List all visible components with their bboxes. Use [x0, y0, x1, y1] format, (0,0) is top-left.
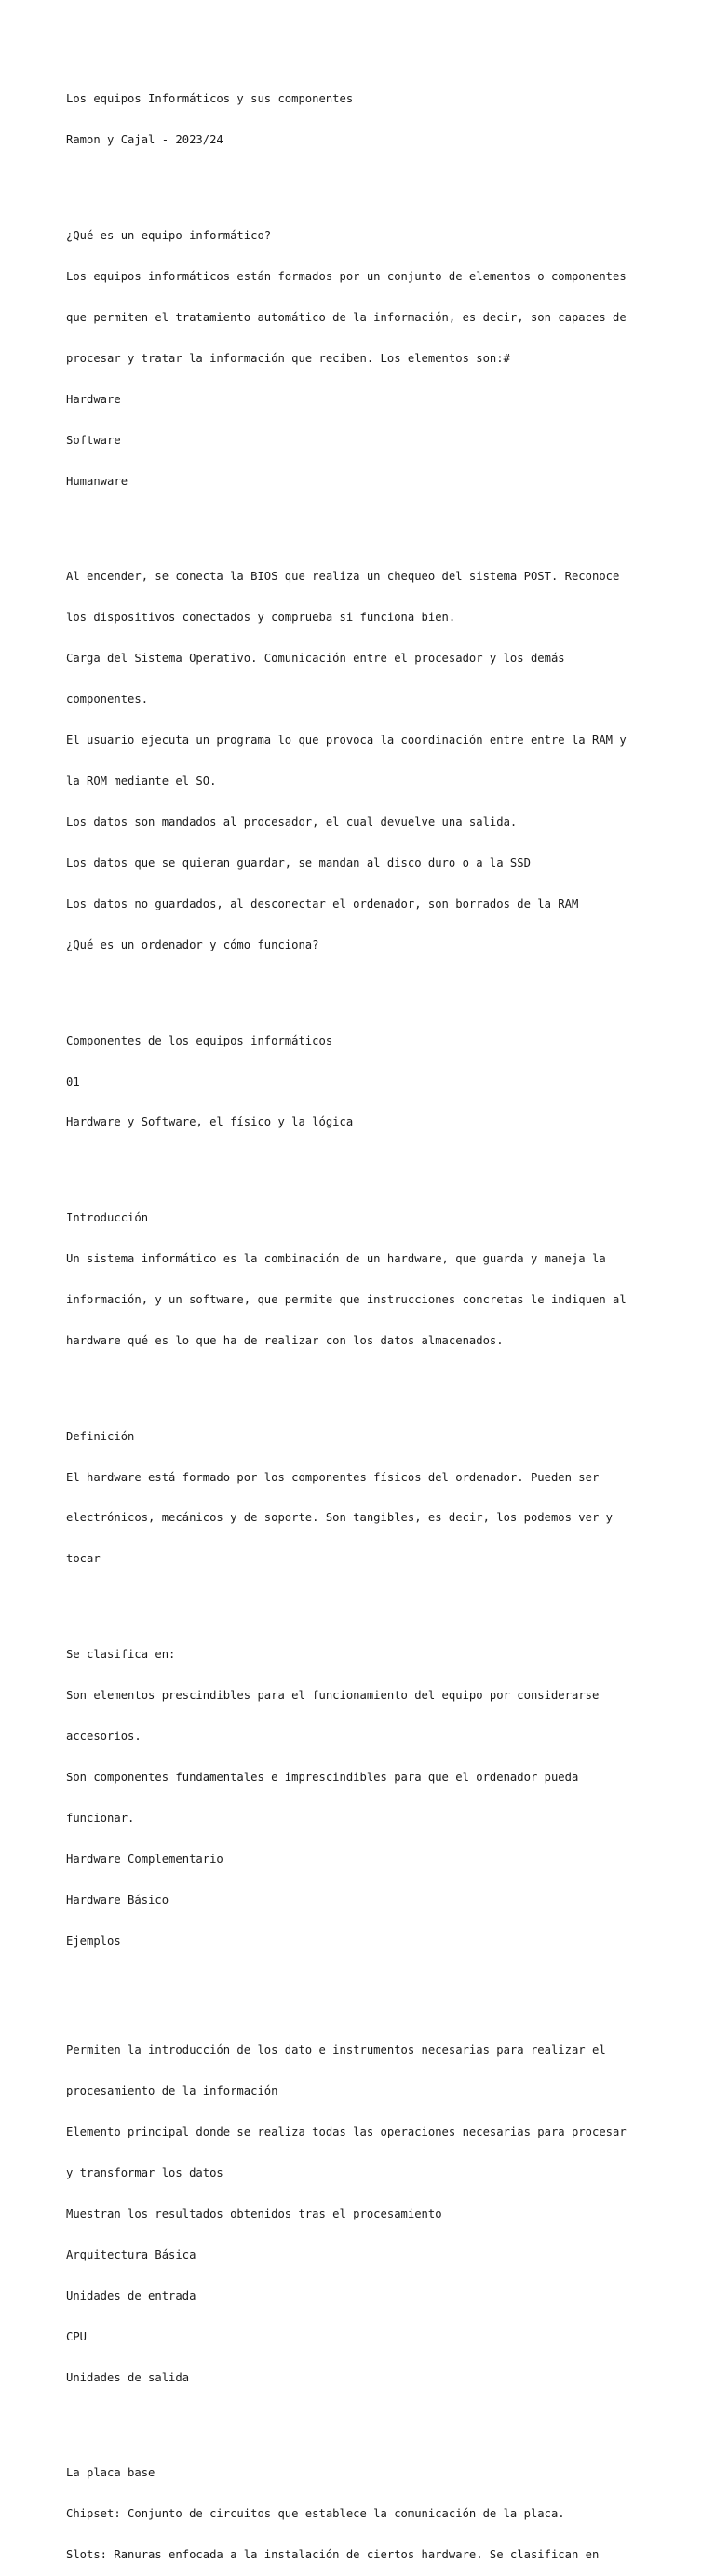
list-item: CPU — [66, 2329, 88, 2343]
text-line: Los datos son mandados al procesador, el cual devuelve una salida. — [66, 816, 518, 829]
section-number: 01 — [66, 1074, 80, 1088]
section-question-equipo: ¿Qué es un equipo informático? — [66, 228, 272, 242]
text-line: Los datos no guardados, al desconectar el ordenador, son borrados de la RAM — [66, 897, 579, 910]
document-text — [66, 65, 653, 2576]
text-line: procesamiento de la información — [66, 2084, 278, 2098]
heading-definicion: Definición — [66, 1429, 135, 1443]
text-line: electrónicos, mecánicos y de soporte. Son tangibles, es decir, los podemos ver y — [66, 1511, 613, 1525]
text-line: Slots: Ranuras enfocada a la instalación de ciertos hardware. Se clasifican en — [66, 2548, 600, 2562]
list-item: Hardware Básico — [66, 1893, 169, 1907]
text-line: Son elementos prescindibles para el funcionamiento del equipo por considerarse — [66, 1689, 600, 1702]
text-line: Muestran los resultados obtenidos tras el procesamiento — [66, 2206, 442, 2220]
blank-line — [66, 1375, 653, 1389]
text-line: El hardware está formado por los componentes físicos del ordenador. Pueden ser — [66, 1470, 600, 1484]
text-line: Chipset: Conjunto de circuitos que establece la comunicación de la placa. — [66, 2507, 565, 2521]
text-line: Elemento principal donde se realiza todas las operaciones necesarias para procesar — [66, 2124, 627, 2138]
blank-line — [66, 1156, 653, 1170]
text-line: procesar y tratar la información que reciben. Los elementos son:# — [66, 351, 510, 365]
blank-line — [66, 174, 653, 188]
heading-introduccion: Introducción — [66, 1211, 149, 1225]
list-item: Ejemplos — [66, 1934, 121, 1948]
blank-line — [66, 979, 653, 993]
text-line: que permiten el tratamiento automático de la información, es decir, son capaces de — [66, 310, 627, 324]
text-line: funcionar. — [66, 1811, 135, 1825]
blank-line — [66, 2412, 653, 2426]
text-line: la ROM mediante el SO. — [66, 775, 217, 789]
text-line: Al encender, se conecta la BIOS que realiza un chequeo del sistema POST. Reconoce — [66, 570, 620, 584]
text-line: y transformar los datos — [66, 2165, 223, 2179]
text-line: tocar — [66, 1552, 101, 1566]
list-item: Hardware Complementario — [66, 1852, 223, 1866]
document-title: Los equipos Informáticos y sus componentes — [66, 92, 354, 106]
list-item: Software — [66, 433, 121, 447]
list-item: Arquitectura Básica — [66, 2247, 196, 2261]
text-line: Los equipos informáticos están formados por un conjunto de elementos o componentes — [66, 269, 627, 283]
text-line: Un sistema informático es la combinación de un hardware, que guarda y maneja la — [66, 1252, 606, 1266]
text-line: Son componentes fundamentales e imprescindibles para que el ordenador pueda — [66, 1770, 579, 1784]
text-line: hardware qué es lo que ha de realizar con los datos almacenados. — [66, 1333, 504, 1347]
text-line: los dispositivos conectados y comprueba si funciona bien. — [66, 611, 456, 625]
text-line: información, y un software, que permite que instrucciones concretas le indiquen al — [66, 1293, 627, 1306]
text-line: Permiten la introducción de los dato e instrumentos necesarias para realizar el — [66, 2043, 606, 2057]
list-item: Humanware — [66, 474, 128, 488]
text-line: componentes. — [66, 693, 149, 707]
section-subheading: Hardware y Software, el físico y la lógica — [66, 1115, 354, 1129]
section-question-ordenador: ¿Qué es un ordenador y cómo funciona? — [66, 937, 319, 951]
text-line: Los datos que se quieran guardar, se mandan al disco duro o a la SSD — [66, 856, 531, 870]
text-line: Carga del Sistema Operativo. Comunicación entre el procesador y los demás — [66, 652, 565, 666]
text-line: El usuario ejecuta un programa lo que provoca la coordinación entre entre la RAM y — [66, 734, 627, 748]
blank-line — [66, 516, 653, 530]
list-item: Hardware — [66, 392, 121, 406]
heading-clasificacion: Se clasifica en: — [66, 1648, 176, 1662]
section-heading-componentes: Componentes de los equipos informáticos — [66, 1033, 333, 1047]
heading-placa-base: La placa base — [66, 2466, 155, 2480]
blank-line — [66, 1593, 653, 1607]
list-item: Unidades de salida — [66, 2370, 190, 2384]
document-subtitle: Ramon y Cajal - 2023/24 — [66, 133, 223, 147]
blank-line — [66, 1976, 653, 2003]
text-line: accesorios. — [66, 1729, 142, 1743]
list-item: Unidades de entrada — [66, 2288, 196, 2302]
